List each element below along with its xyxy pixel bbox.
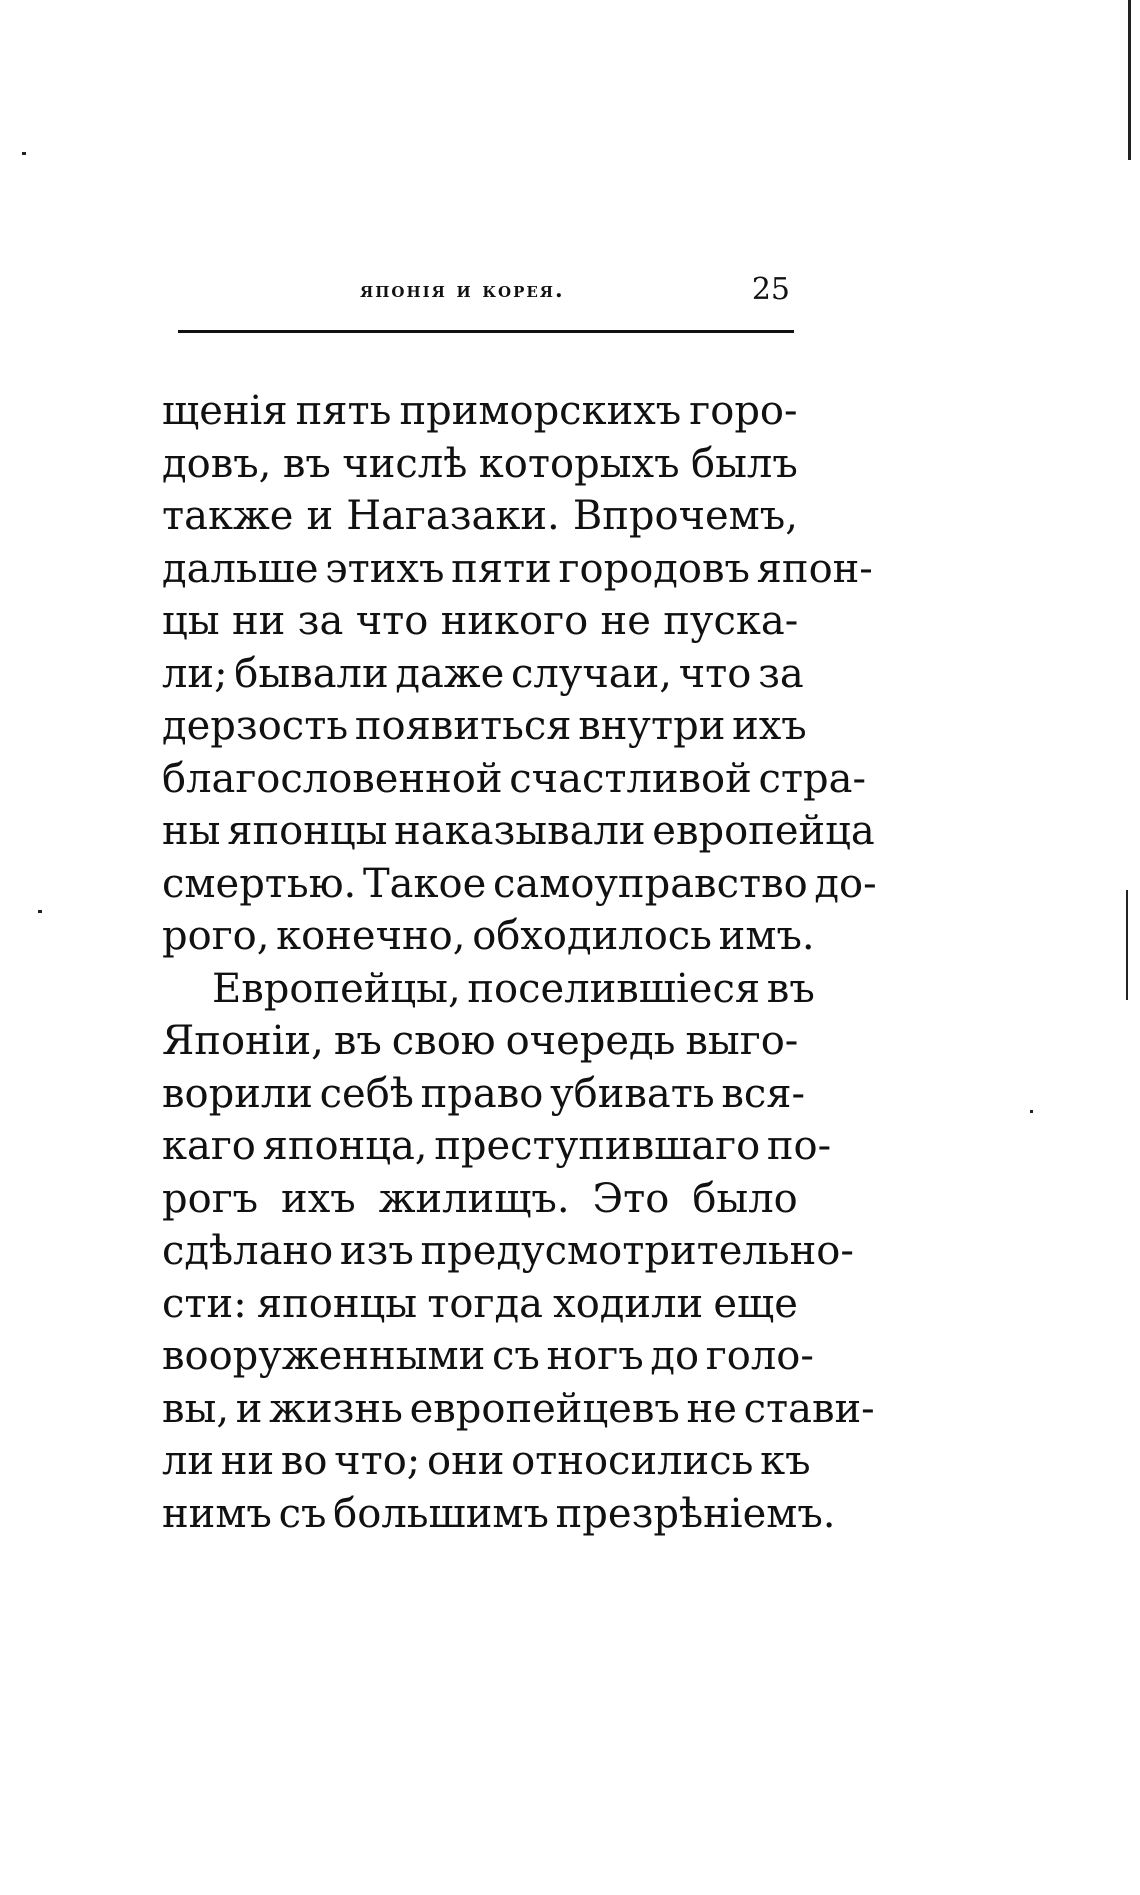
text-line: Японіи, въ свою очередь выго- — [162, 1018, 799, 1064]
scan-dot — [38, 910, 42, 913]
text-line: цы ни за что никого не пуска- — [162, 598, 799, 644]
text-line: дерзость появиться внутри ихъ — [162, 703, 807, 749]
text-line: вы, и жизнь европейцевъ не стави- — [162, 1385, 875, 1432]
text-line: каго японца, преступившаго по- — [162, 1123, 832, 1169]
text-line: Европейцы, поселившіеся въ — [212, 965, 815, 1012]
paragraph — [162, 385, 877, 963]
text-line: благословенной счастливой стра- — [162, 755, 867, 802]
text-line: нимъ съ большимъ презрѣніемъ. — [162, 1490, 836, 1537]
text-line: ли; бывали даже случаи, что за — [162, 650, 804, 697]
text-line: сти: японцы тогда ходили еще — [162, 1280, 798, 1327]
text-line: рогъ ихъ жилищъ. Это было — [162, 1175, 798, 1222]
running-head — [178, 270, 794, 310]
body-text — [162, 385, 877, 1540]
scan-edge-mark — [1126, 890, 1128, 1000]
page-number: 25 — [751, 272, 790, 307]
paragraph — [162, 963, 875, 1541]
text-line: смертью. Такое самоуправство до- — [162, 860, 877, 907]
text-line: рого, конечно, обходилось имъ. — [162, 913, 815, 959]
scan-dot — [22, 152, 26, 155]
running-title: японія и корея. — [360, 277, 565, 303]
text-line: ны японцы наказывали европейца — [162, 808, 875, 854]
text-line: также и Нагазаки. Впрочемъ, — [162, 493, 798, 539]
text-line: сдѣлано изъ предусмотрительно- — [162, 1228, 854, 1274]
text-line: ли ни во что; они относились къ — [162, 1438, 811, 1484]
text-line: довъ, въ числѣ которыхъ былъ — [162, 440, 798, 487]
scan-dot — [1030, 1110, 1033, 1113]
scan-edge-mark — [1128, 0, 1131, 160]
text-line: ворили себѣ право убивать вся- — [162, 1070, 806, 1117]
text-line: вооруженными съ ногъ до голо- — [162, 1333, 814, 1379]
text-line: дальше этихъ пяти городовъ япон- — [162, 545, 873, 592]
header-rule — [178, 330, 794, 333]
text-line: щенія пять приморскихъ горо- — [162, 388, 798, 434]
